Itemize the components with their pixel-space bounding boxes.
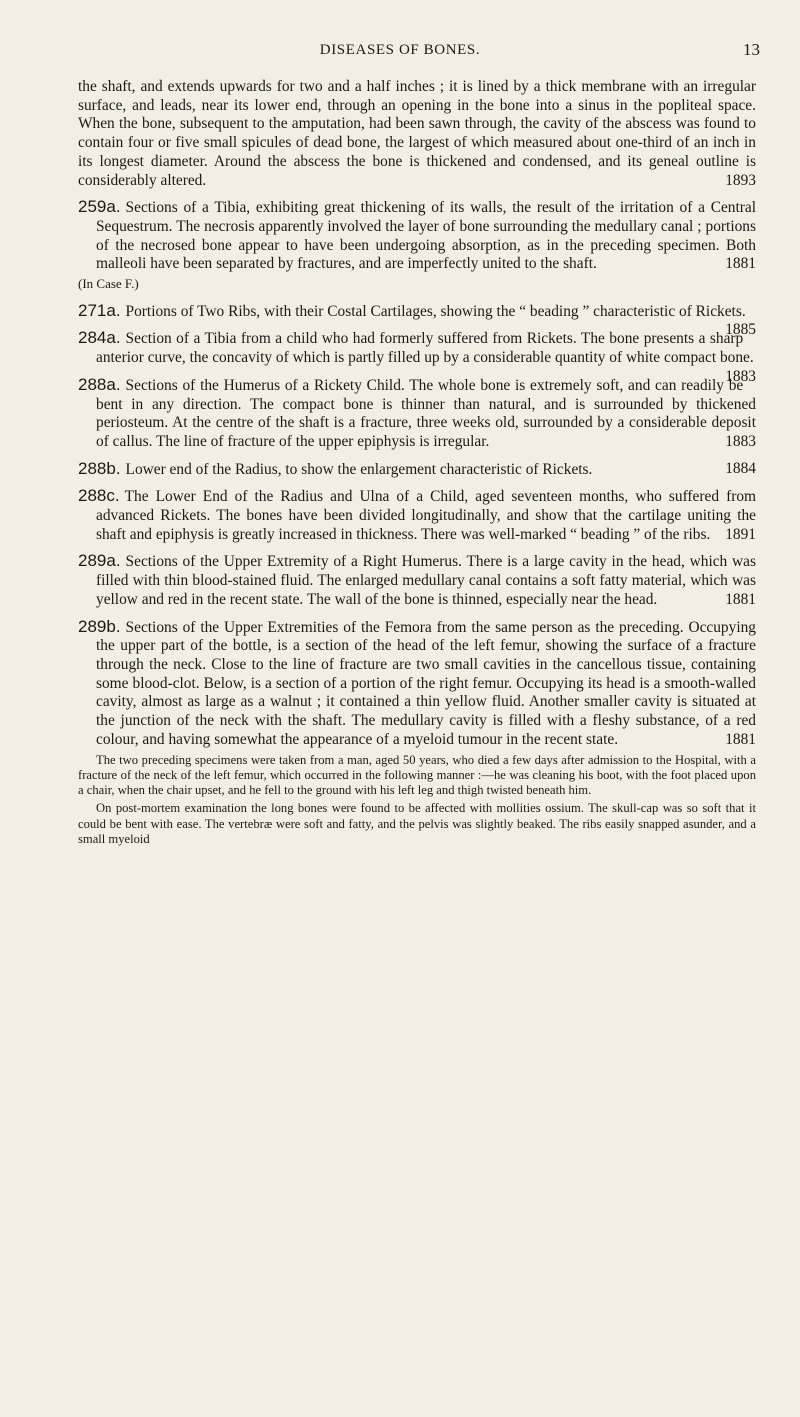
specimen-description: Sections of a Tibia, exhibiting great thickening of its walls, the result of the irritation of a Central Sequestrum. The necrosis apparently involved the layer of bone surrounding the medullary canal ; portions of the necrosed bone appear to have been undergoing absorption, as in the preceding specimen. Both malleoli have been separated by fractures, and are imperfectly united to the shaft.	[96, 199, 756, 273]
entry-year: 1881	[725, 590, 756, 608]
catalogue-entry	[78, 618, 756, 750]
catalogue-entry	[78, 552, 756, 609]
page-body	[78, 78, 756, 847]
specimen-description: Sections of the Upper Extremities of the Femora from the same person as the preceding. Occupying the upper part of the bottle, is a section of the head of the left femur, showing the surface of a fracture through the neck. Close to the line of fracture are two small cavities in the cancellous tissue, containing some blood-clot. Below, is a section of a portion of the right femur. Occupying its head is a smooth-walled cavity, almost as large as a walnut ; it contained a thin yellow fluid. Another smaller cavity is situated at the junction of the neck with the shaft. The medullary cavity is filled with a fleshy substance, of a red colour, and having somewhat the appearance of a myeloid tumour in the recent state.	[96, 618, 756, 748]
catalogue-entry	[78, 487, 756, 544]
footnote-paragraph: The two preceding specimens were taken from a man, aged 50 years, who died a few days after admission to the Hospital, with a fracture of the neck of the left femur, which occurred in the following manner :—he was cleaning his boot, with the foot placed upon a chair, when the chair upset, and he fell to the ground with his left leg and thigh twisted beneath him.	[78, 752, 756, 798]
case-location: (In Case F.)	[78, 276, 139, 292]
running-head: DISEASES OF BONES.	[319, 42, 481, 58]
page-number: 13	[743, 40, 760, 59]
continued-paragraph	[78, 78, 756, 190]
footnote-paragraph: On post-mortem examination the long bones were found to be affected with mollities ossium. The skull-cap was so soft that it could be bent with ease. The vertebræ were soft and fatty, and the pelvis was slightly beaked. The ribs easily snapped asunder, and a small myeloid	[78, 801, 756, 846]
entry-year: 1884	[725, 459, 756, 477]
catalogue-entry	[78, 376, 756, 452]
entry-year: 1883	[725, 432, 756, 450]
specimen-description: Sections of the Humerus of a Rickety Child. The whole bone is extremely soft, and can readily be bent in any direction. The compact bone is thinner than natural, and is surrounded by thickened periosteum. At the centre of the shaft is a fracture, three weeks old, surrounded by a considerable deposit of callus. The line of fracture of the upper epiphysis is irregular.	[96, 376, 756, 450]
page-header	[0, 42, 800, 66]
specimen-number: 271a.	[78, 300, 121, 320]
entry-year: 1883	[725, 367, 756, 385]
entry-year: 1893	[725, 171, 756, 189]
specimen-description: The Lower End of the Radius and Ulna of a Child, aged seventeen months, who suffered from advanced Rickets. The bones have been divided longitudinally, and show that the cartilage uniting the shaft and epiphysis is greatly increased in thickness. There was well-marked “ beading ” of the ribs.	[96, 488, 756, 543]
catalogue-entry	[78, 198, 756, 294]
specimen-number: 289b.	[78, 616, 121, 636]
specimen-number: 288c.	[78, 486, 120, 506]
specimen-number: 284a.	[78, 328, 121, 348]
specimen-description: Sections of the Upper Extremity of a Right Humerus. There is a large cavity in the head, which was filled with thin blood-stained fluid. The enlarged medullary canal contains a soft fatty material, which was yellow and red in the recent state. The wall of the bone is thinned, especially near the head.	[96, 553, 756, 608]
entry-year: 1881	[725, 730, 756, 748]
catalogue-entries	[78, 198, 756, 847]
paragraph-text: the shaft, and extends upwards for two and a half inches ; it is lined by a thick membrane with an irregular surface, and leads, near its lower end, through an opening in the bone into a sinus in the popliteal space. When the bone, subsequent to the amputation, had been sawn through, the cavity of the abscess was found to contain four or five small spicules of dead bone, the largest of which measured about one-third of an inch in its longest diameter. Around the abscess the bone is thickened and condensed, and its geneal outline is considerably altered.	[78, 78, 756, 189]
specimen-number: 289a.	[78, 551, 121, 571]
specimen-description: Portions of Two Ribs, with their Costal Cartilages, showing the “ beading ” characteristic of Rickets.	[125, 302, 746, 320]
entry-year: 1881	[725, 255, 756, 273]
specimen-number: 259a.	[78, 197, 121, 217]
specimen-number: 288a.	[78, 374, 121, 394]
entry-year: 1891	[725, 525, 756, 543]
entry-year: 1885	[725, 321, 756, 339]
specimen-description: Lower end of the Radius, to show the enlargement characteristic of Rickets.	[125, 460, 593, 478]
specimen-number: 288b.	[78, 458, 121, 478]
specimen-description: Section of a Tibia from a child who had formerly suffered from Rickets. The bone presents a sharp anterior curve, the concavity of which is partly filled up by a considerable quantity of white compact bone.	[96, 330, 754, 367]
catalogue-entry	[78, 460, 756, 480]
